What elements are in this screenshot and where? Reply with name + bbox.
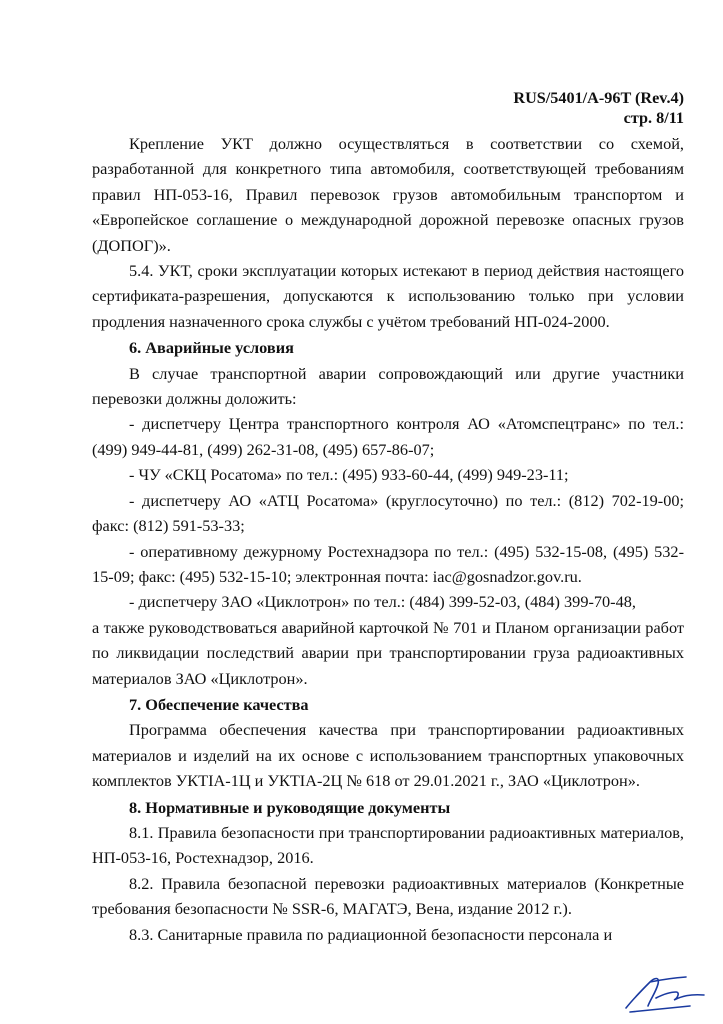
list-item-skc: - ЧУ «СКЦ Росатома» по тел.: (495) 933-60-44, (499) 949-23-11; (129, 465, 569, 485)
document-page (92, 88, 684, 947)
section-7-heading: 7. Обеспечение качества (129, 694, 309, 714)
paragraph-emergency-card: а также руководствоваться аварийной карточкой № 701 и Планом организации работ по ликвидации последствий аварии при транспортировании груза радиоактивных материалов ЗАО «Циклотрон». (92, 617, 684, 688)
list-item-atomspectrans: - диспетчеру Центра транспортного контроля АО «Атомспецтранс» по тел.: (499) 949-44-81, (499) 262-31-08, (495) 657-86-07; (92, 414, 684, 459)
section-6-heading: 6. Аварийные условия (129, 338, 294, 358)
paragraph-fastening: Крепление УКТ должно осуществляться в соответствии со схемой, разработанной для конкретного типа автомобиля, соответствующей требованиям правил НП-053-16, Правил перевозок грузов автомобильным транспортом и «Европейское соглашение о международной дорожной перевозке опасных грузов (ДОПОГ)». (92, 134, 684, 255)
list-item-rostekhnadzor: - оперативному дежурному Ростехнадзора по тел.: (495) 532-15-08, (495) 532-15-09; факс: (495) 532-15-10; электронная почта: iac@gosnadzor.gov.ru. (92, 541, 684, 586)
paragraph-accident-intro: В случае транспортной аварии сопровождающий или другие участники перевозки должны доложить: (92, 363, 684, 409)
page-header (92, 88, 684, 128)
paragraph-5-4: 5.4. УКТ, сроки эксплуатации которых истекают в период действия настоящего сертификата-разрешения, допускаются к использованию только при условии продления назначенного срока службы с учётом требований НП-024-2000. (92, 261, 684, 331)
paragraph-quality-program: Программа обеспечения качества при транспортировании радиоактивных материалов и изделий на их основе с использованием транспортных упаковочных комплектов УКТIА-1Ц и УКТIА-2Ц № 618 от 29.01.2021 г., ЗАО «Циклотрон». (92, 720, 684, 791)
page-number: стр. 8/11 (623, 109, 684, 127)
signature-icon (620, 968, 708, 1016)
document-id: RUS/5401/A-96T (Rev.4) (513, 89, 684, 107)
paragraph-8-1: 8.1. Правила безопасности при транспортировании радиоактивных материалов, НП-053-16, Ростехнадзор, 2016. (92, 822, 684, 868)
document-body (92, 131, 684, 947)
list-item-cyclotron: - диспетчеру ЗАО «Циклотрон» по тел.: (484) 399-52-03, (484) 399-70-48, (129, 592, 636, 612)
section-8-heading: 8. Нормативные и руководящие документы (129, 797, 451, 817)
paragraph-8-3: 8.3. Санитарные правила по радиационной безопасности персонала и (129, 924, 613, 944)
list-item-atc: - диспетчеру АО «АТЦ Росатома» (круглосуточно) по тел.: (812) 702-19-00; факс: (812) 591-53-33; (92, 490, 684, 536)
paragraph-8-2: 8.2. Правила безопасной перевозки радиоактивных материалов (Конкретные требования безопасности № SSR-6, МАГАТЭ, Вена, издание 2012 г.). (92, 873, 684, 919)
